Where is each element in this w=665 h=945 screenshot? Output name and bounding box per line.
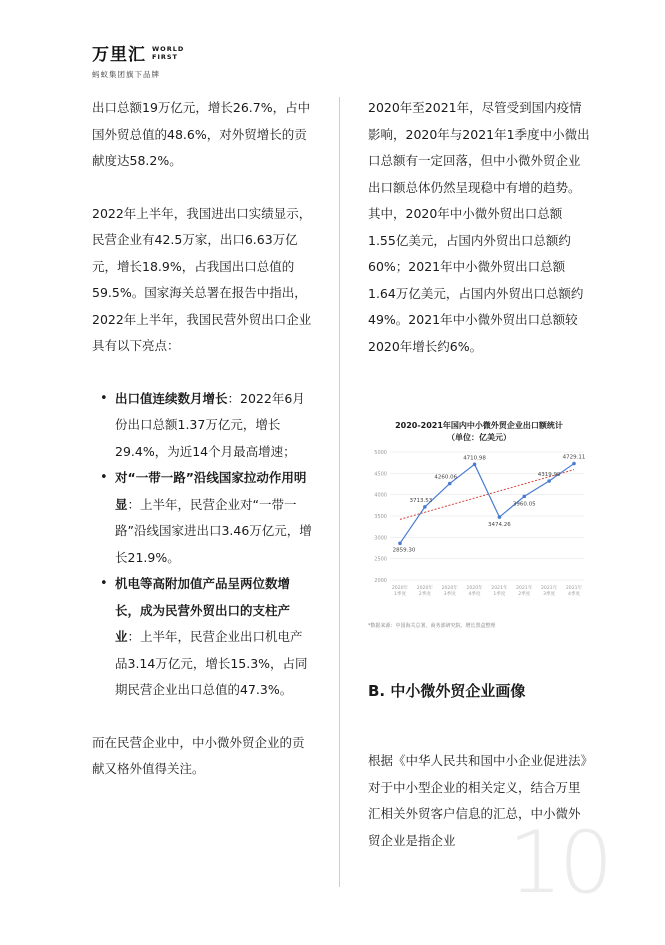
data-point xyxy=(522,495,526,499)
data-label: 4319.99 xyxy=(537,472,561,479)
logo-subtitle: 蚂蚁集团旗下品牌 xyxy=(92,70,160,79)
data-label: 4729.11 xyxy=(562,454,586,461)
x-tick-label: 2季度 xyxy=(518,592,531,597)
section-heading-b: B. 中小微外贸企业画像 xyxy=(368,682,526,700)
list-item xyxy=(92,386,314,466)
data-label: 4710.98 xyxy=(463,455,486,462)
bullet-text: ：2022年6月份出口总额1.37万亿元，增长29.4%，为近14个月最高增速； xyxy=(115,390,305,459)
column-divider xyxy=(339,97,340,887)
y-tick-label: 3000 xyxy=(374,535,387,542)
x-tick-label: 1季度 xyxy=(393,592,407,597)
left-paragraph-1: 出口总额19万亿元，增长26.7%，占中国外贸总值的48.6%，对外贸增长的贡献度达58.2%。 xyxy=(92,100,311,168)
data-point xyxy=(398,542,402,546)
x-tick-label: 4季度 xyxy=(468,592,481,597)
x-tick-label: 2020年 xyxy=(391,586,409,591)
x-tick-label: 2020年 xyxy=(466,586,483,591)
bullet-text: ：上半年，民营企业出口机电产品3.14万亿元，增长15.3%，占同期民营企业出口总值的47.3%。 xyxy=(115,629,308,697)
data-label: 3960.05 xyxy=(512,501,536,508)
y-tick-label: 2500 xyxy=(374,556,387,563)
y-tick-label: 3500 xyxy=(374,514,387,520)
bullet-bold: 出口值连续数月增长 xyxy=(115,390,228,406)
data-point xyxy=(498,515,502,519)
y-tick-label: 4500 xyxy=(374,471,387,478)
x-tick-label: 2020年 xyxy=(416,586,434,591)
x-tick-label: 4季度 xyxy=(567,592,581,597)
list-item xyxy=(92,465,314,571)
y-tick-label: 4000 xyxy=(374,492,387,499)
left-column xyxy=(92,95,314,783)
right-paragraph-1: 2020年至2021年，尽管受到国内疫情影响，2020年与2021年1季度中小微出口总额有一定回落，但中小微外贸企业出口额总体仍然呈现稳中有增的趋势。其中，2020年中小微外贸出口总额1.55亿美元，占国内外贸出口总额约60%；2021年中小微外贸出口总额1.64万亿美元，占国内外贸出口总额约49%。2021年中小微外贸出口总额较2020年增长约6%。 xyxy=(368,100,590,354)
x-tick-label: 2020年 xyxy=(441,586,458,591)
data-label: 4260.06 xyxy=(434,474,458,481)
export-chart xyxy=(368,420,590,629)
data-label: 3474.26 xyxy=(488,522,511,529)
chart-title: 2020-2021年国内中小微外贸企业出口额统计（单位：亿美元） xyxy=(395,421,563,442)
data-point xyxy=(473,463,477,467)
left-paragraph-2: 2022年上半年，我国进出口实绩显示，民营企业有42.5万家，出口6.63万亿元，增长18.9%，占我国出口总值的59.5%。国家海关总署在报告中指出，2022年上半年，我国民营外贸出口企业具有以下亮点： xyxy=(92,205,312,353)
x-tick-label: 3季度 xyxy=(543,592,556,597)
page-number: 10 xyxy=(508,813,610,913)
x-tick-label: 2021年 xyxy=(565,586,583,591)
highlights-list xyxy=(92,386,314,704)
chart-plot xyxy=(368,444,590,616)
list-item xyxy=(92,571,314,704)
data-point xyxy=(572,462,576,466)
y-tick-label: 2000 xyxy=(374,578,387,584)
logo-en-line1: WORLD xyxy=(152,44,185,53)
logo-en-text xyxy=(152,45,184,61)
left-paragraph-3: 而在民营企业中，中小微外贸企业的贡献又格外值得关注。 xyxy=(92,734,305,776)
x-tick-label: 1季度 xyxy=(493,592,506,597)
x-tick-label: 2021年 xyxy=(516,586,533,591)
y-tick-label: 5000 xyxy=(374,450,387,456)
data-point xyxy=(448,482,452,486)
data-point xyxy=(547,479,551,483)
logo-cn-text: 万里汇 xyxy=(92,45,146,65)
brand-logo xyxy=(92,40,184,80)
x-tick-label: 2季度 xyxy=(418,592,431,597)
bullet-bold: 机电等高附加值产品呈两位数增长，成为民营外贸出口的支柱产业 xyxy=(115,576,291,644)
data-point xyxy=(423,505,427,509)
bullet-text: ：上半年，民营企业对“一带一路”沿线国家进出口3.46万亿元，增长21.9%。 xyxy=(115,496,312,565)
chart-source-note: *数据来源：中国海关总署、商务部研究院、增长黑盒整理 xyxy=(368,623,496,629)
bullet-bold: 对“一带一路”沿线国家拉动作用明显 xyxy=(115,470,307,512)
x-tick-label: 2021年 xyxy=(491,586,508,591)
x-tick-label: 3季度 xyxy=(443,592,456,597)
data-label: 2859.30 xyxy=(392,547,416,554)
right-paragraph-2: 根据《中华人民共和国中小企业促进法》对于中小型企业的相关定义，结合万里汇相关外贸客户信息的汇总，中小微外贸企业是指企业 xyxy=(368,753,587,848)
right-column xyxy=(368,95,590,360)
x-tick-label: 2021年 xyxy=(540,586,558,591)
logo-en-line2: FIRST xyxy=(152,52,178,61)
data-label: 3713.53 xyxy=(409,497,433,504)
